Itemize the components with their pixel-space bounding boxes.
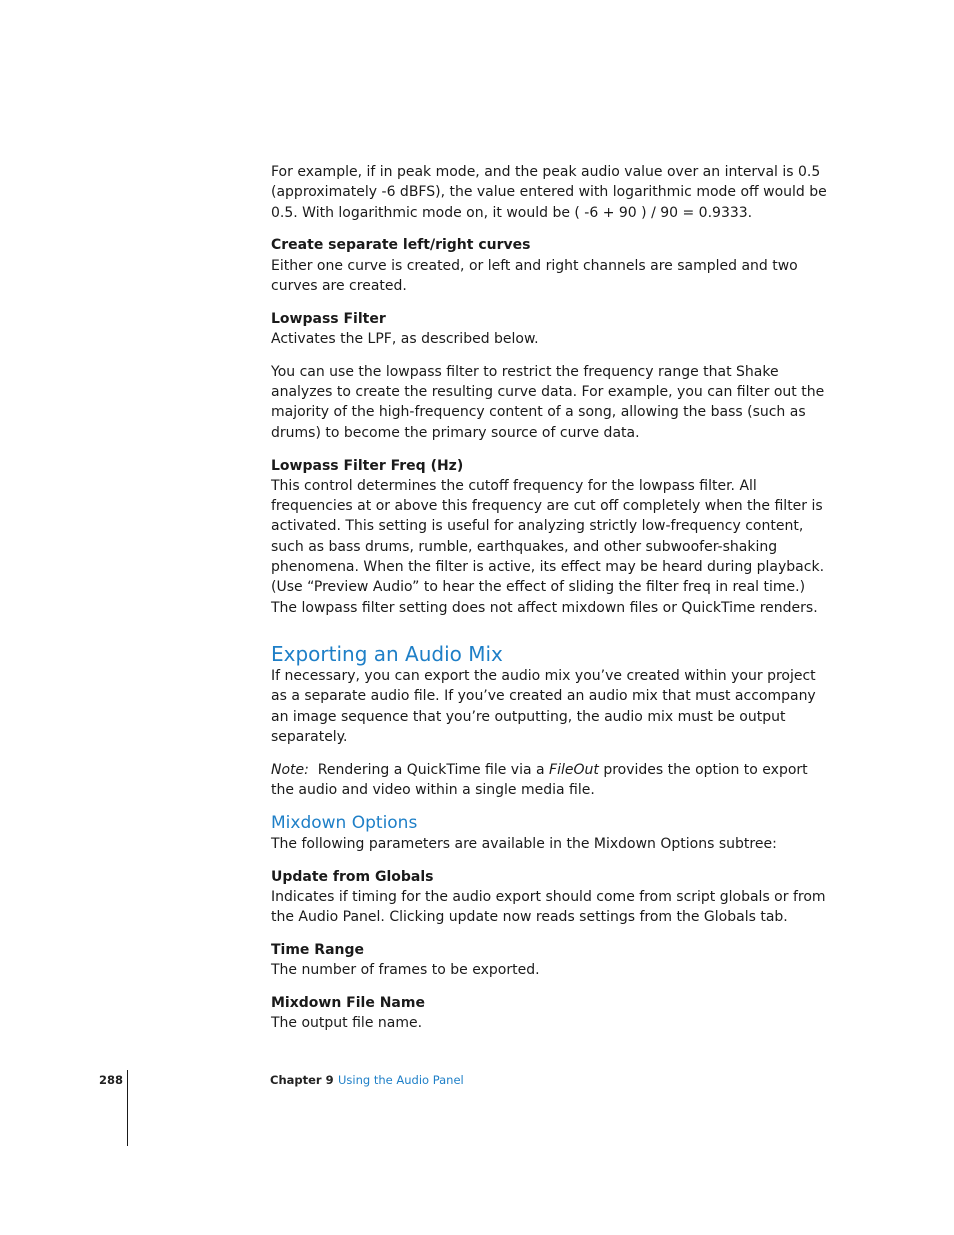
param-term-time-range: Time Range <box>271 941 365 958</box>
param-desc-mixdown-file-name: The output file name. <box>271 1015 423 1032</box>
lowpass-paragraph: You can use the lowpass filter to restrict the frequency range that Shake analyzes to create the resulting curve data. For example, you can filter out the majority of the high-frequency content of a song, allowing the bass (such as drums) to become the primary source of curve data. <box>271 363 825 441</box>
page-number: 288 <box>99 1073 124 1087</box>
param-desc-lowpass-filter: Activates the LPF, as described below. <box>271 331 539 348</box>
note-text-after: provides the option to export the audio and video within a single media file. <box>271 761 808 798</box>
subsection-paragraph: The following parameters are available in the Mixdown Options subtree: <box>271 835 777 852</box>
param-term-lowpass-filter: Lowpass Filter <box>271 310 386 327</box>
intro-paragraph: For example, if in peak mode, and the peak audio value over an interval is 0.5 (approximately -6 dBFS), the value entered with logarithmic mode off would be 0.5. With logarithmic mode on, it would be ( -6 + 90 ) / 90 = 0.9333. <box>271 164 827 221</box>
note-fileout: FileOut <box>549 761 599 778</box>
param-desc-separate-curves: Either one curve is created, or left and right channels are sampled and two curves are created. <box>271 257 798 294</box>
note-paragraph <box>271 760 827 801</box>
page-content <box>271 162 827 1046</box>
chapter-title: Using the Audio Panel <box>338 1073 464 1087</box>
section-paragraph: If necessary, you can export the audio mix you’ve created within your project as a separate audio file. If you’ve created an audio mix that must accompany an image sequence that you’re outputting, the audio mix must be output separately. <box>271 667 816 745</box>
note-text-before: Rendering a QuickTime file via a <box>308 761 550 778</box>
param-term-mixdown-file-name: Mixdown File Name <box>271 995 425 1011</box>
footer-divider <box>127 1070 128 1146</box>
param-term-update-globals: Update from Globals <box>271 868 434 885</box>
section-heading: Exporting an Audio Mix <box>271 641 503 666</box>
note-label: Note: <box>271 761 309 778</box>
param-term-lowpass-freq: Lowpass Filter Freq (Hz) <box>271 457 464 474</box>
subsection-heading: Mixdown Options <box>271 812 418 833</box>
param-desc-lowpass-freq: This control determines the cutoff frequency for the lowpass filter. All frequencies at or above this frequency are cut off completely when the filter is activated. This setting is useful for analyzing strictly low-frequency content, such as bass drums, rumble, earthquakes, and other subwoofer-shaking phenomena. When the filter is active, its effect may be heard during playback. (Use “Preview Audio” to hear the effect of sliding the filter freq in real time.) The lowpass filter setting does not affect mixdown files or QuickTime renders. <box>271 477 825 616</box>
param-term-separate-curves: Create separate left/right curves <box>271 237 531 254</box>
param-desc-update-globals: Indicates if timing for the audio export should come from script globals or from the Audio Panel. Clicking update now reads settings from the Globals tab. <box>271 888 826 926</box>
param-desc-time-range: The number of frames to be exported. <box>271 962 540 979</box>
chapter-label: Chapter 9 <box>270 1073 334 1087</box>
